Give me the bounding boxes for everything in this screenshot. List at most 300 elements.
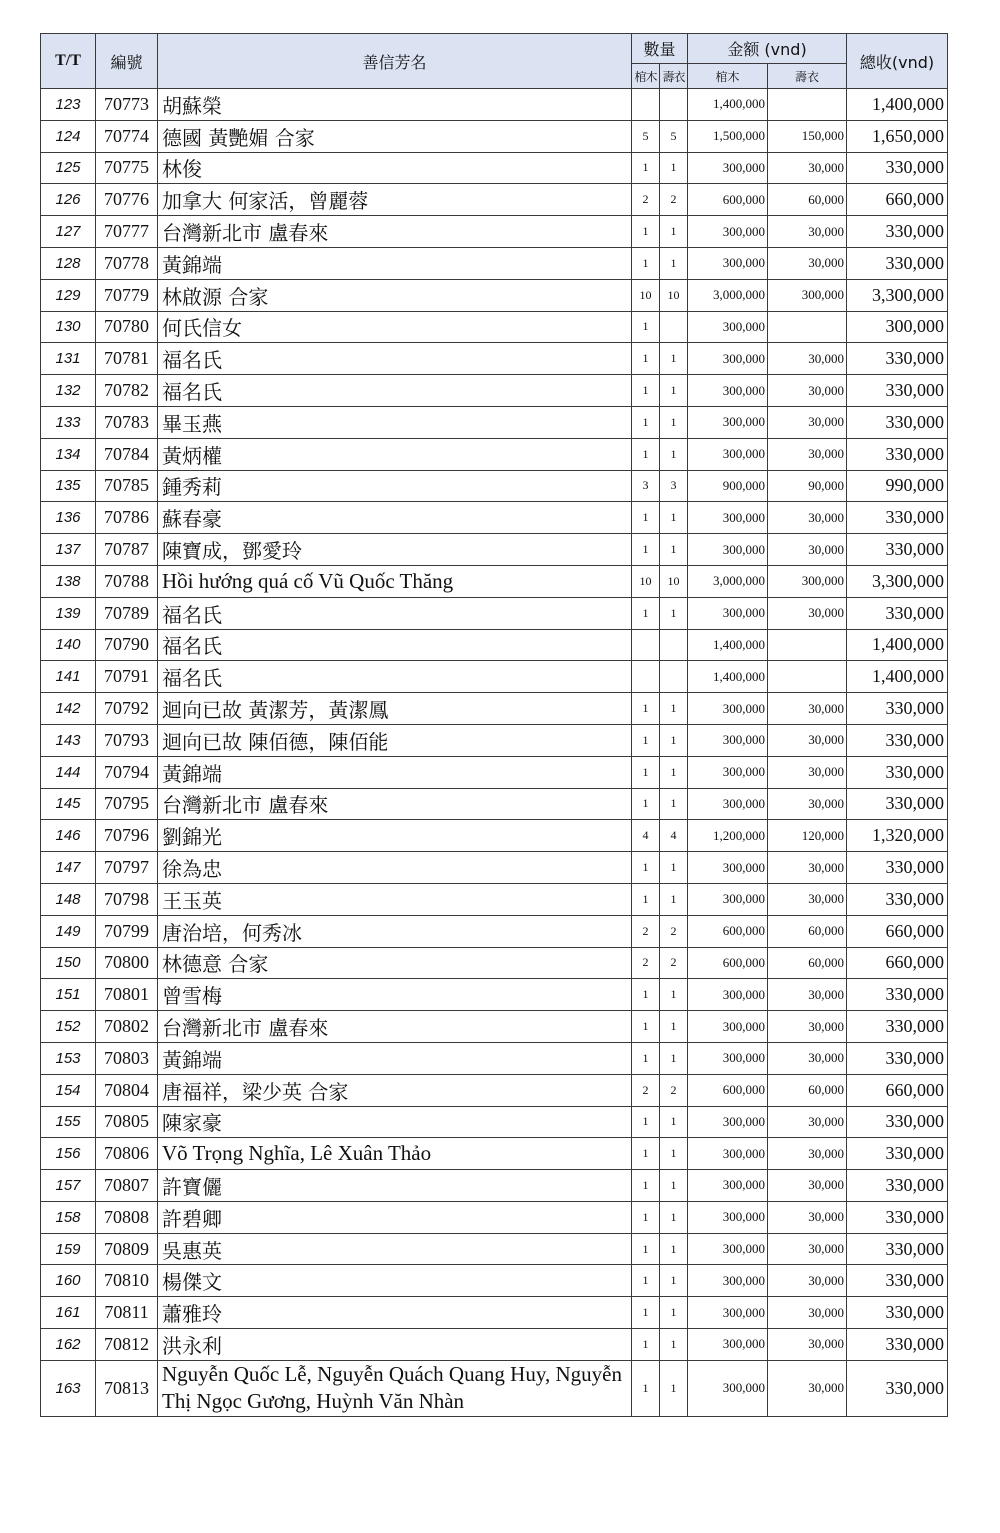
row-code: 70811 xyxy=(96,1297,158,1329)
amount-shroud: 30,000 xyxy=(768,1265,847,1297)
row-total: 330,000 xyxy=(847,1360,948,1416)
row-total: 3,300,000 xyxy=(847,565,948,597)
amount-shroud: 60,000 xyxy=(768,184,847,216)
table-row xyxy=(41,534,948,566)
amount-shroud: 30,000 xyxy=(768,597,847,629)
table-row xyxy=(41,1138,948,1170)
row-total: 1,650,000 xyxy=(847,120,948,152)
header-qty-coffin: 棺木 xyxy=(632,64,660,89)
row-total: 330,000 xyxy=(847,534,948,566)
table-row xyxy=(41,89,948,121)
donor-name: 黃炳權 xyxy=(158,438,632,470)
header-name: 善信芳名 xyxy=(158,34,632,89)
donor-name: 蘇春豪 xyxy=(158,502,632,534)
amount-coffin: 300,000 xyxy=(688,1011,768,1043)
row-total: 330,000 xyxy=(847,1297,948,1329)
amount-coffin: 600,000 xyxy=(688,184,768,216)
table-row xyxy=(41,756,948,788)
amount-shroud: 90,000 xyxy=(768,470,847,502)
qty-shroud: 1 xyxy=(660,375,688,407)
table-row xyxy=(41,1265,948,1297)
qty-shroud: 1 xyxy=(660,788,688,820)
qty-coffin: 1 xyxy=(632,375,660,407)
amount-coffin: 300,000 xyxy=(688,788,768,820)
table-row xyxy=(41,915,948,947)
amount-coffin: 300,000 xyxy=(688,216,768,248)
table-row xyxy=(41,852,948,884)
row-code: 70801 xyxy=(96,979,158,1011)
qty-coffin: 10 xyxy=(632,565,660,597)
amount-coffin: 600,000 xyxy=(688,915,768,947)
amount-shroud: 30,000 xyxy=(768,502,847,534)
row-total: 1,320,000 xyxy=(847,820,948,852)
table-row xyxy=(41,947,948,979)
row-number: 152 xyxy=(41,1011,96,1043)
table-row xyxy=(41,216,948,248)
amount-shroud: 30,000 xyxy=(768,724,847,756)
donor-name: 洪永利 xyxy=(158,1329,632,1361)
row-code: 70800 xyxy=(96,947,158,979)
amount-shroud: 30,000 xyxy=(768,1329,847,1361)
row-total: 300,000 xyxy=(847,311,948,343)
header-quantity: 數量 xyxy=(632,34,688,64)
row-number: 141 xyxy=(41,661,96,693)
row-code: 70793 xyxy=(96,724,158,756)
amount-coffin: 3,000,000 xyxy=(688,565,768,597)
donor-name: 加拿大 何家活，曾麗蓉 xyxy=(158,184,632,216)
qty-shroud: 1 xyxy=(660,724,688,756)
amount-coffin: 300,000 xyxy=(688,1106,768,1138)
amount-shroud: 300,000 xyxy=(768,279,847,311)
qty-coffin: 4 xyxy=(632,820,660,852)
row-total: 330,000 xyxy=(847,1106,948,1138)
row-code: 70792 xyxy=(96,693,158,725)
donor-name: 許碧卿 xyxy=(158,1201,632,1233)
row-code: 70798 xyxy=(96,883,158,915)
qty-shroud: 1 xyxy=(660,1011,688,1043)
table-row xyxy=(41,1297,948,1329)
row-number: 127 xyxy=(41,216,96,248)
amount-coffin: 900,000 xyxy=(688,470,768,502)
amount-coffin: 300,000 xyxy=(688,1170,768,1202)
row-code: 70777 xyxy=(96,216,158,248)
qty-shroud xyxy=(660,629,688,661)
table-row xyxy=(41,1106,948,1138)
amount-coffin: 300,000 xyxy=(688,852,768,884)
row-number: 130 xyxy=(41,311,96,343)
qty-shroud: 4 xyxy=(660,820,688,852)
amount-coffin: 300,000 xyxy=(688,883,768,915)
donor-name: 吳惠英 xyxy=(158,1233,632,1265)
row-total: 660,000 xyxy=(847,184,948,216)
row-number: 123 xyxy=(41,89,96,121)
amount-coffin: 1,400,000 xyxy=(688,89,768,121)
row-code: 70799 xyxy=(96,915,158,947)
row-total: 330,000 xyxy=(847,375,948,407)
qty-shroud: 2 xyxy=(660,184,688,216)
row-code: 70787 xyxy=(96,534,158,566)
donor-name: Võ Trọng Nghĩa, Lê Xuân Thảo xyxy=(158,1138,632,1170)
header-tt: T/T xyxy=(41,34,96,89)
row-total: 330,000 xyxy=(847,1265,948,1297)
header-amount-coffin: 棺木 xyxy=(688,64,768,89)
row-code: 70784 xyxy=(96,438,158,470)
amount-shroud: 30,000 xyxy=(768,1201,847,1233)
donor-name: 福名氏 xyxy=(158,375,632,407)
row-number: 143 xyxy=(41,724,96,756)
qty-coffin: 5 xyxy=(632,120,660,152)
amount-coffin: 300,000 xyxy=(688,979,768,1011)
row-total: 330,000 xyxy=(847,343,948,375)
amount-coffin: 300,000 xyxy=(688,502,768,534)
qty-shroud: 1 xyxy=(660,1170,688,1202)
donor-name: 台灣新北市 盧春來 xyxy=(158,788,632,820)
row-code: 70788 xyxy=(96,565,158,597)
amount-coffin: 1,200,000 xyxy=(688,820,768,852)
qty-shroud: 1 xyxy=(660,502,688,534)
table-row xyxy=(41,1042,948,1074)
row-total: 330,000 xyxy=(847,502,948,534)
qty-coffin: 1 xyxy=(632,1360,660,1416)
table-row xyxy=(41,279,948,311)
qty-shroud: 1 xyxy=(660,693,688,725)
row-total: 330,000 xyxy=(847,724,948,756)
row-number: 128 xyxy=(41,247,96,279)
row-total: 330,000 xyxy=(847,1042,948,1074)
amount-coffin: 300,000 xyxy=(688,406,768,438)
qty-coffin: 1 xyxy=(632,1106,660,1138)
row-total: 330,000 xyxy=(847,216,948,248)
qty-shroud: 2 xyxy=(660,947,688,979)
table-header xyxy=(41,34,948,89)
row-total: 330,000 xyxy=(847,152,948,184)
row-number: 134 xyxy=(41,438,96,470)
qty-shroud: 1 xyxy=(660,1329,688,1361)
table-row xyxy=(41,343,948,375)
row-number: 147 xyxy=(41,852,96,884)
row-total: 330,000 xyxy=(847,979,948,1011)
donor-name: 德國 黃艷媚 合家 xyxy=(158,120,632,152)
header-id: 編號 xyxy=(96,34,158,89)
qty-shroud: 1 xyxy=(660,756,688,788)
donor-name: 迴向已故 黃潔芳，黃潔鳳 xyxy=(158,693,632,725)
donor-name: Hồi hướng quá cố Vũ Quốc Thăng xyxy=(158,565,632,597)
amount-shroud xyxy=(768,629,847,661)
row-number: 140 xyxy=(41,629,96,661)
header-total: 總收(vnd) xyxy=(847,34,948,89)
amount-coffin: 300,000 xyxy=(688,1265,768,1297)
qty-shroud: 1 xyxy=(660,216,688,248)
header-amount-shroud: 壽衣 xyxy=(768,64,847,89)
qty-coffin: 1 xyxy=(632,756,660,788)
table-row xyxy=(41,184,948,216)
table-row xyxy=(41,979,948,1011)
amount-shroud: 60,000 xyxy=(768,915,847,947)
donor-name: 黃錦端 xyxy=(158,1042,632,1074)
table-row xyxy=(41,1011,948,1043)
donor-name: Nguyễn Quốc Lễ, Nguyễn Quách Quang Huy, Nguyễn Thị Ngọc Gương, Huỳnh Văn Nhàn xyxy=(158,1360,632,1416)
row-code: 70808 xyxy=(96,1201,158,1233)
amount-shroud: 60,000 xyxy=(768,1074,847,1106)
row-total: 330,000 xyxy=(847,1201,948,1233)
row-code: 70775 xyxy=(96,152,158,184)
row-number: 133 xyxy=(41,406,96,438)
row-code: 70810 xyxy=(96,1265,158,1297)
amount-coffin: 300,000 xyxy=(688,693,768,725)
amount-coffin: 300,000 xyxy=(688,1233,768,1265)
table-row xyxy=(41,1233,948,1265)
qty-coffin xyxy=(632,89,660,121)
row-code: 70785 xyxy=(96,470,158,502)
amount-shroud: 30,000 xyxy=(768,693,847,725)
amount-coffin: 1,500,000 xyxy=(688,120,768,152)
qty-shroud: 1 xyxy=(660,597,688,629)
amount-shroud: 30,000 xyxy=(768,375,847,407)
qty-coffin: 1 xyxy=(632,502,660,534)
row-number: 126 xyxy=(41,184,96,216)
table-row xyxy=(41,724,948,756)
row-number: 125 xyxy=(41,152,96,184)
table-row xyxy=(41,375,948,407)
row-number: 144 xyxy=(41,756,96,788)
row-total: 660,000 xyxy=(847,1074,948,1106)
donor-name: 黃錦端 xyxy=(158,247,632,279)
table-row xyxy=(41,406,948,438)
amount-coffin: 300,000 xyxy=(688,1360,768,1416)
qty-shroud: 1 xyxy=(660,852,688,884)
row-number: 149 xyxy=(41,915,96,947)
qty-coffin: 1 xyxy=(632,311,660,343)
amount-coffin: 1,400,000 xyxy=(688,661,768,693)
row-total: 330,000 xyxy=(847,852,948,884)
donor-name: 許寶儷 xyxy=(158,1170,632,1202)
donor-name: 徐為忠 xyxy=(158,852,632,884)
row-total: 330,000 xyxy=(847,693,948,725)
donor-name: 迴向已故 陳佰德，陳佰能 xyxy=(158,724,632,756)
row-number: 163 xyxy=(41,1360,96,1416)
qty-shroud: 2 xyxy=(660,1074,688,1106)
amount-coffin: 600,000 xyxy=(688,1074,768,1106)
row-total: 330,000 xyxy=(847,1170,948,1202)
qty-coffin: 1 xyxy=(632,724,660,756)
row-number: 160 xyxy=(41,1265,96,1297)
qty-shroud: 1 xyxy=(660,979,688,1011)
table-row xyxy=(41,597,948,629)
row-number: 148 xyxy=(41,883,96,915)
qty-coffin: 1 xyxy=(632,979,660,1011)
amount-coffin: 300,000 xyxy=(688,1297,768,1329)
amount-shroud: 30,000 xyxy=(768,852,847,884)
qty-shroud xyxy=(660,661,688,693)
row-code: 70779 xyxy=(96,279,158,311)
row-number: 153 xyxy=(41,1042,96,1074)
row-number: 131 xyxy=(41,343,96,375)
row-number: 129 xyxy=(41,279,96,311)
qty-shroud: 1 xyxy=(660,1201,688,1233)
qty-coffin: 1 xyxy=(632,597,660,629)
amount-shroud: 30,000 xyxy=(768,1138,847,1170)
amount-shroud: 30,000 xyxy=(768,1042,847,1074)
row-total: 330,000 xyxy=(847,247,948,279)
donor-name: 台灣新北市 盧春來 xyxy=(158,1011,632,1043)
donor-name: 林俊 xyxy=(158,152,632,184)
donor-name: 楊傑文 xyxy=(158,1265,632,1297)
qty-shroud: 1 xyxy=(660,406,688,438)
table-row xyxy=(41,693,948,725)
donor-name: 台灣新北市 盧春來 xyxy=(158,216,632,248)
amount-coffin: 300,000 xyxy=(688,597,768,629)
qty-coffin: 1 xyxy=(632,1233,660,1265)
row-number: 150 xyxy=(41,947,96,979)
amount-coffin: 300,000 xyxy=(688,247,768,279)
table-row xyxy=(41,1360,948,1416)
qty-coffin: 1 xyxy=(632,343,660,375)
row-number: 132 xyxy=(41,375,96,407)
qty-shroud: 1 xyxy=(660,1042,688,1074)
donation-table xyxy=(40,33,948,1417)
row-code: 70789 xyxy=(96,597,158,629)
qty-shroud: 1 xyxy=(660,1265,688,1297)
row-code: 70802 xyxy=(96,1011,158,1043)
donor-name: 林啟源 合家 xyxy=(158,279,632,311)
row-code: 70797 xyxy=(96,852,158,884)
table-row xyxy=(41,788,948,820)
qty-coffin: 1 xyxy=(632,247,660,279)
donor-name: 福名氏 xyxy=(158,343,632,375)
row-total: 1,400,000 xyxy=(847,629,948,661)
amount-shroud: 30,000 xyxy=(768,883,847,915)
amount-shroud: 30,000 xyxy=(768,788,847,820)
row-total: 660,000 xyxy=(847,915,948,947)
qty-shroud xyxy=(660,311,688,343)
donor-name: 劉錦光 xyxy=(158,820,632,852)
qty-coffin: 1 xyxy=(632,1297,660,1329)
amount-shroud: 30,000 xyxy=(768,247,847,279)
amount-coffin: 300,000 xyxy=(688,438,768,470)
donor-name: 福名氏 xyxy=(158,629,632,661)
row-code: 70791 xyxy=(96,661,158,693)
table-row xyxy=(41,1329,948,1361)
table-row xyxy=(41,820,948,852)
qty-coffin: 1 xyxy=(632,534,660,566)
qty-coffin: 1 xyxy=(632,693,660,725)
qty-coffin: 1 xyxy=(632,1042,660,1074)
donor-name: 唐治培，何秀冰 xyxy=(158,915,632,947)
row-code: 70776 xyxy=(96,184,158,216)
amount-shroud: 30,000 xyxy=(768,1233,847,1265)
row-total: 990,000 xyxy=(847,470,948,502)
donor-name: 畢玉燕 xyxy=(158,406,632,438)
qty-shroud: 1 xyxy=(660,1106,688,1138)
row-code: 70783 xyxy=(96,406,158,438)
row-code: 70813 xyxy=(96,1360,158,1416)
row-total: 330,000 xyxy=(847,1138,948,1170)
qty-coffin: 2 xyxy=(632,184,660,216)
row-number: 142 xyxy=(41,693,96,725)
donor-name: 王玉英 xyxy=(158,883,632,915)
amount-shroud: 30,000 xyxy=(768,343,847,375)
qty-coffin: 1 xyxy=(632,438,660,470)
amount-shroud: 150,000 xyxy=(768,120,847,152)
table-row xyxy=(41,152,948,184)
amount-shroud: 30,000 xyxy=(768,1011,847,1043)
donor-name: 福名氏 xyxy=(158,597,632,629)
amount-shroud: 60,000 xyxy=(768,947,847,979)
table-row xyxy=(41,629,948,661)
amount-coffin: 300,000 xyxy=(688,756,768,788)
amount-coffin: 300,000 xyxy=(688,1138,768,1170)
qty-coffin: 1 xyxy=(632,788,660,820)
amount-coffin: 300,000 xyxy=(688,152,768,184)
amount-shroud: 30,000 xyxy=(768,756,847,788)
row-number: 146 xyxy=(41,820,96,852)
table-row xyxy=(41,502,948,534)
qty-coffin xyxy=(632,629,660,661)
qty-coffin: 1 xyxy=(632,1011,660,1043)
amount-shroud: 300,000 xyxy=(768,565,847,597)
row-total: 3,300,000 xyxy=(847,279,948,311)
amount-coffin: 300,000 xyxy=(688,534,768,566)
table-body xyxy=(41,89,948,1417)
table-row xyxy=(41,661,948,693)
row-code: 70782 xyxy=(96,375,158,407)
amount-shroud: 30,000 xyxy=(768,152,847,184)
amount-coffin: 300,000 xyxy=(688,1042,768,1074)
qty-coffin: 10 xyxy=(632,279,660,311)
amount-coffin: 300,000 xyxy=(688,311,768,343)
amount-shroud: 30,000 xyxy=(768,438,847,470)
qty-shroud: 1 xyxy=(660,438,688,470)
amount-shroud: 30,000 xyxy=(768,406,847,438)
amount-shroud xyxy=(768,311,847,343)
row-number: 151 xyxy=(41,979,96,1011)
donor-name: 福名氏 xyxy=(158,661,632,693)
row-number: 139 xyxy=(41,597,96,629)
qty-shroud: 10 xyxy=(660,565,688,597)
qty-coffin: 1 xyxy=(632,1138,660,1170)
qty-coffin: 3 xyxy=(632,470,660,502)
amount-shroud: 30,000 xyxy=(768,979,847,1011)
row-code: 70773 xyxy=(96,89,158,121)
row-total: 1,400,000 xyxy=(847,661,948,693)
table-row xyxy=(41,1201,948,1233)
amount-coffin: 600,000 xyxy=(688,947,768,979)
qty-shroud: 1 xyxy=(660,152,688,184)
table-row xyxy=(41,1074,948,1106)
qty-shroud: 5 xyxy=(660,120,688,152)
table-row xyxy=(41,120,948,152)
donor-name: 曾雪梅 xyxy=(158,979,632,1011)
donor-name: 唐福祥，梁少英 合家 xyxy=(158,1074,632,1106)
donor-name: 何氏信女 xyxy=(158,311,632,343)
qty-shroud: 10 xyxy=(660,279,688,311)
qty-coffin: 2 xyxy=(632,1074,660,1106)
amount-coffin: 300,000 xyxy=(688,1329,768,1361)
amount-coffin: 300,000 xyxy=(688,1201,768,1233)
qty-shroud: 1 xyxy=(660,1297,688,1329)
row-number: 157 xyxy=(41,1170,96,1202)
qty-coffin: 1 xyxy=(632,216,660,248)
amount-shroud xyxy=(768,89,847,121)
qty-shroud: 1 xyxy=(660,247,688,279)
row-code: 70803 xyxy=(96,1042,158,1074)
amount-coffin: 300,000 xyxy=(688,724,768,756)
qty-shroud: 1 xyxy=(660,1138,688,1170)
amount-shroud: 30,000 xyxy=(768,216,847,248)
row-total: 1,400,000 xyxy=(847,89,948,121)
row-code: 70786 xyxy=(96,502,158,534)
qty-shroud: 1 xyxy=(660,343,688,375)
